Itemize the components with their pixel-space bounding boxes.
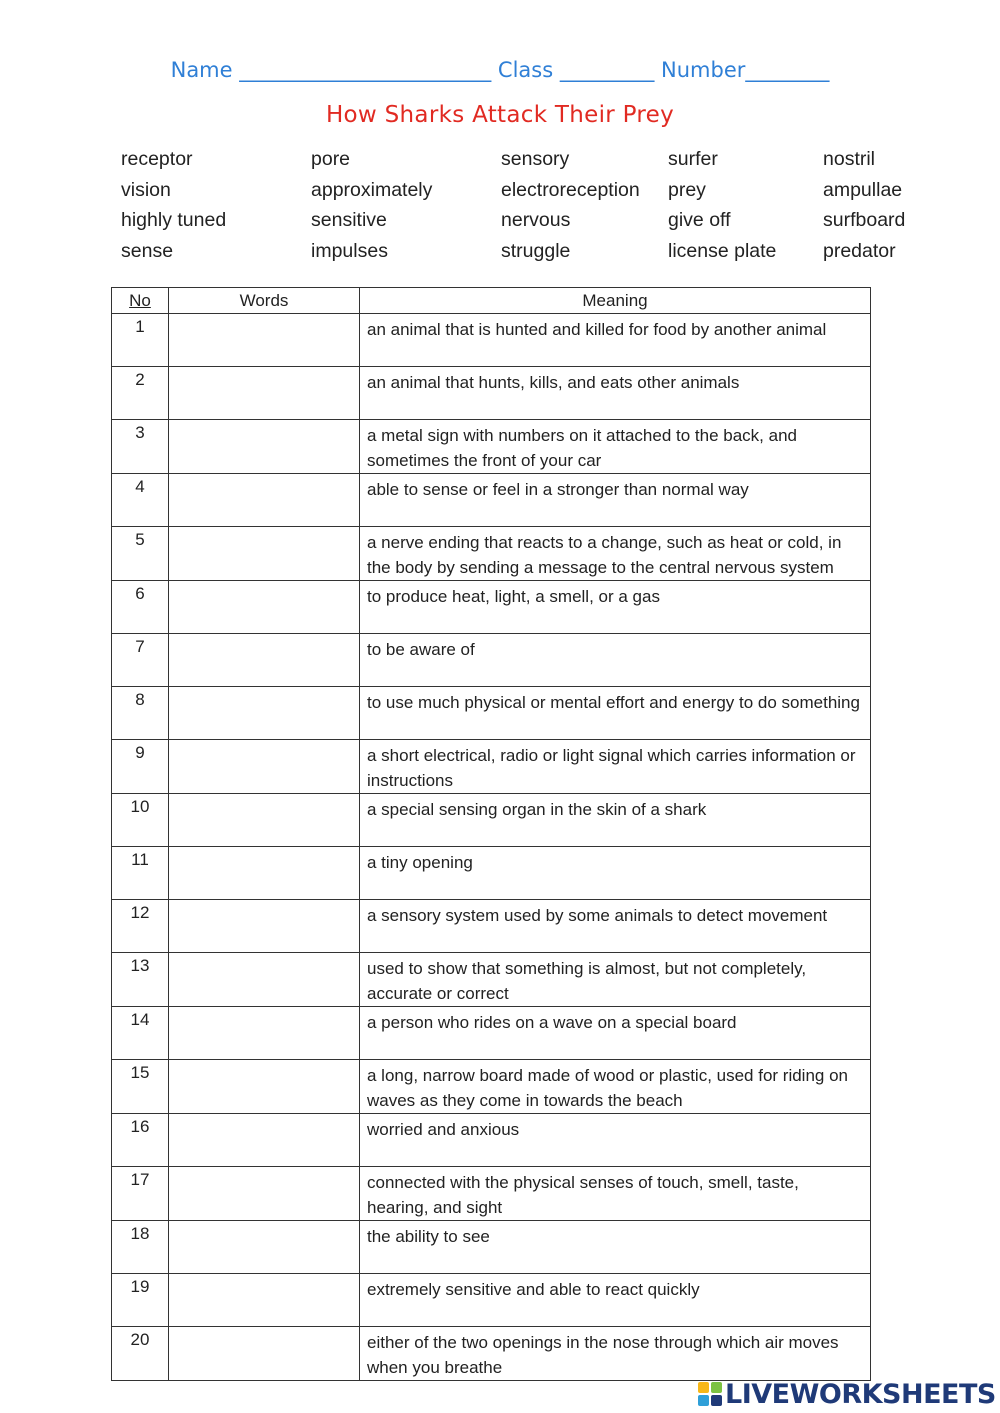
word-bank-row — [121, 179, 941, 210]
table-row — [112, 687, 871, 740]
answer-word-field[interactable] — [169, 527, 360, 581]
word-bank-word: vision — [121, 178, 171, 201]
meaning-text: a metal sign with numbers on it attached to the back, and sometimes the front of your car — [360, 420, 871, 474]
row-number: 7 — [112, 634, 169, 687]
answer-word-field[interactable] — [169, 1007, 360, 1060]
word-bank-word: struggle — [501, 240, 571, 263]
table-row — [112, 634, 871, 687]
row-number: 19 — [112, 1274, 169, 1327]
word-bank-word: predator — [823, 240, 896, 263]
word-bank-word: prey — [668, 178, 706, 201]
row-number: 6 — [112, 581, 169, 634]
word-bank-word: electroreception — [501, 178, 640, 201]
header-words: Words — [169, 288, 360, 314]
word-bank — [121, 148, 941, 272]
answer-word-field[interactable] — [169, 1221, 360, 1274]
table-row — [112, 581, 871, 634]
answer-word-field[interactable] — [169, 1060, 360, 1114]
meaning-text: an animal that hunts, kills, and eats other animals — [360, 367, 871, 420]
meaning-text: to be aware of — [360, 634, 871, 687]
table-row — [112, 1007, 871, 1060]
meaning-text: a nerve ending that reacts to a change, such as heat or cold, in the body by sending a message to the central nervous system — [360, 527, 871, 581]
liveworksheets-logo — [697, 1376, 997, 1412]
table-row — [112, 527, 871, 581]
word-bank-word: surfboard — [823, 209, 906, 232]
table-row — [112, 420, 871, 474]
liveworksheets-logo-icon — [697, 1381, 723, 1407]
meaning-text: connected with the physical senses of touch, smell, taste, hearing, and sight — [360, 1167, 871, 1221]
row-number: 8 — [112, 687, 169, 740]
table-header-row — [112, 288, 871, 314]
answer-word-field[interactable] — [169, 847, 360, 900]
answer-word-field[interactable] — [169, 900, 360, 953]
header-no: No — [112, 288, 169, 314]
answer-word-field[interactable] — [169, 1327, 360, 1381]
word-bank-word: nervous — [501, 209, 571, 232]
table-row — [112, 1221, 871, 1274]
word-bank-word: surfer — [668, 148, 718, 170]
row-number: 3 — [112, 420, 169, 474]
row-number: 14 — [112, 1007, 169, 1060]
table-row — [112, 740, 871, 794]
table-row — [112, 900, 871, 953]
answer-word-field[interactable] — [169, 687, 360, 740]
table-row — [112, 474, 871, 527]
word-bank-word: give off — [668, 209, 731, 232]
student-info-line: Name ________________________ Class _________ Number________ — [170, 58, 830, 82]
table-row — [112, 847, 871, 900]
row-number: 11 — [112, 847, 169, 900]
word-bank-row — [121, 240, 941, 271]
row-number: 15 — [112, 1060, 169, 1114]
answer-word-field[interactable] — [169, 1274, 360, 1327]
vocabulary-table — [111, 287, 871, 1381]
meaning-text: a short electrical, radio or light signal which carries information or instructions — [360, 740, 871, 794]
answer-word-field[interactable] — [169, 634, 360, 687]
row-number: 16 — [112, 1114, 169, 1167]
row-number: 2 — [112, 367, 169, 420]
meaning-text: a special sensing organ in the skin of a shark — [360, 794, 871, 847]
answer-word-field[interactable] — [169, 367, 360, 420]
meaning-text: extremely sensitive and able to react quickly — [360, 1274, 871, 1327]
answer-word-field[interactable] — [169, 581, 360, 634]
word-bank-word: ampullae — [823, 178, 903, 201]
answer-word-field[interactable] — [169, 474, 360, 527]
table-row — [112, 794, 871, 847]
meaning-text: a long, narrow board made of wood or plastic, used for riding on waves as they come in towards the beach — [360, 1060, 871, 1114]
meaning-text: the ability to see — [360, 1221, 871, 1274]
meaning-text: worried and anxious — [360, 1114, 871, 1167]
word-bank-row — [121, 209, 941, 240]
word-bank-word: sensitive — [311, 209, 387, 232]
header-meaning: Meaning — [360, 288, 871, 314]
answer-word-field[interactable] — [169, 740, 360, 794]
table-row — [112, 1327, 871, 1381]
meaning-text: either of the two openings in the nose through which air moves when you breathe — [360, 1327, 871, 1381]
meaning-text: used to show that something is almost, but not completely, accurate or correct — [360, 953, 871, 1007]
word-bank-word: nostril — [823, 148, 876, 170]
word-bank-word: receptor — [121, 148, 193, 170]
word-bank-word: highly tuned — [121, 209, 227, 232]
answer-word-field[interactable] — [169, 1114, 360, 1167]
word-bank-word: pore — [311, 148, 351, 170]
answer-word-field[interactable] — [169, 953, 360, 1007]
meaning-text: to use much physical or mental effort and energy to do something — [360, 687, 871, 740]
word-bank-word: sense — [121, 240, 174, 263]
table-row — [112, 314, 871, 367]
answer-word-field[interactable] — [169, 314, 360, 367]
table-row — [112, 953, 871, 1007]
answer-word-field[interactable] — [169, 1167, 360, 1221]
word-bank-word: approximately — [311, 178, 433, 201]
table-row — [112, 1060, 871, 1114]
table-row — [112, 367, 871, 420]
table-row — [112, 1114, 871, 1167]
row-number: 20 — [112, 1327, 169, 1381]
word-bank-word: license plate — [668, 240, 777, 263]
meaning-text: to produce heat, light, a smell, or a gas — [360, 581, 871, 634]
row-number: 4 — [112, 474, 169, 527]
meaning-text: a tiny opening — [360, 847, 871, 900]
logo-text: LIVEWORKSHEETS — [725, 1378, 996, 1410]
table-row — [112, 1274, 871, 1327]
row-number: 17 — [112, 1167, 169, 1221]
meaning-text: a sensory system used by some animals to detect movement — [360, 900, 871, 953]
table-row — [112, 1167, 871, 1221]
meaning-text: a person who rides on a wave on a special board — [360, 1007, 871, 1060]
row-number: 1 — [112, 314, 169, 367]
row-number: 18 — [112, 1221, 169, 1274]
row-number: 5 — [112, 527, 169, 581]
row-number: 13 — [112, 953, 169, 1007]
word-bank-word: impulses — [311, 240, 388, 263]
row-number: 10 — [112, 794, 169, 847]
row-number: 12 — [112, 900, 169, 953]
word-bank-row — [121, 148, 941, 179]
meaning-text: able to sense or feel in a stronger than normal way — [360, 474, 871, 527]
word-bank-word: sensory — [501, 148, 570, 170]
meaning-text: an animal that is hunted and killed for food by another animal — [360, 314, 871, 367]
answer-word-field[interactable] — [169, 420, 360, 474]
row-number: 9 — [112, 740, 169, 794]
answer-word-field[interactable] — [169, 794, 360, 847]
worksheet-title: How Sharks Attack Their Prey — [325, 102, 675, 128]
